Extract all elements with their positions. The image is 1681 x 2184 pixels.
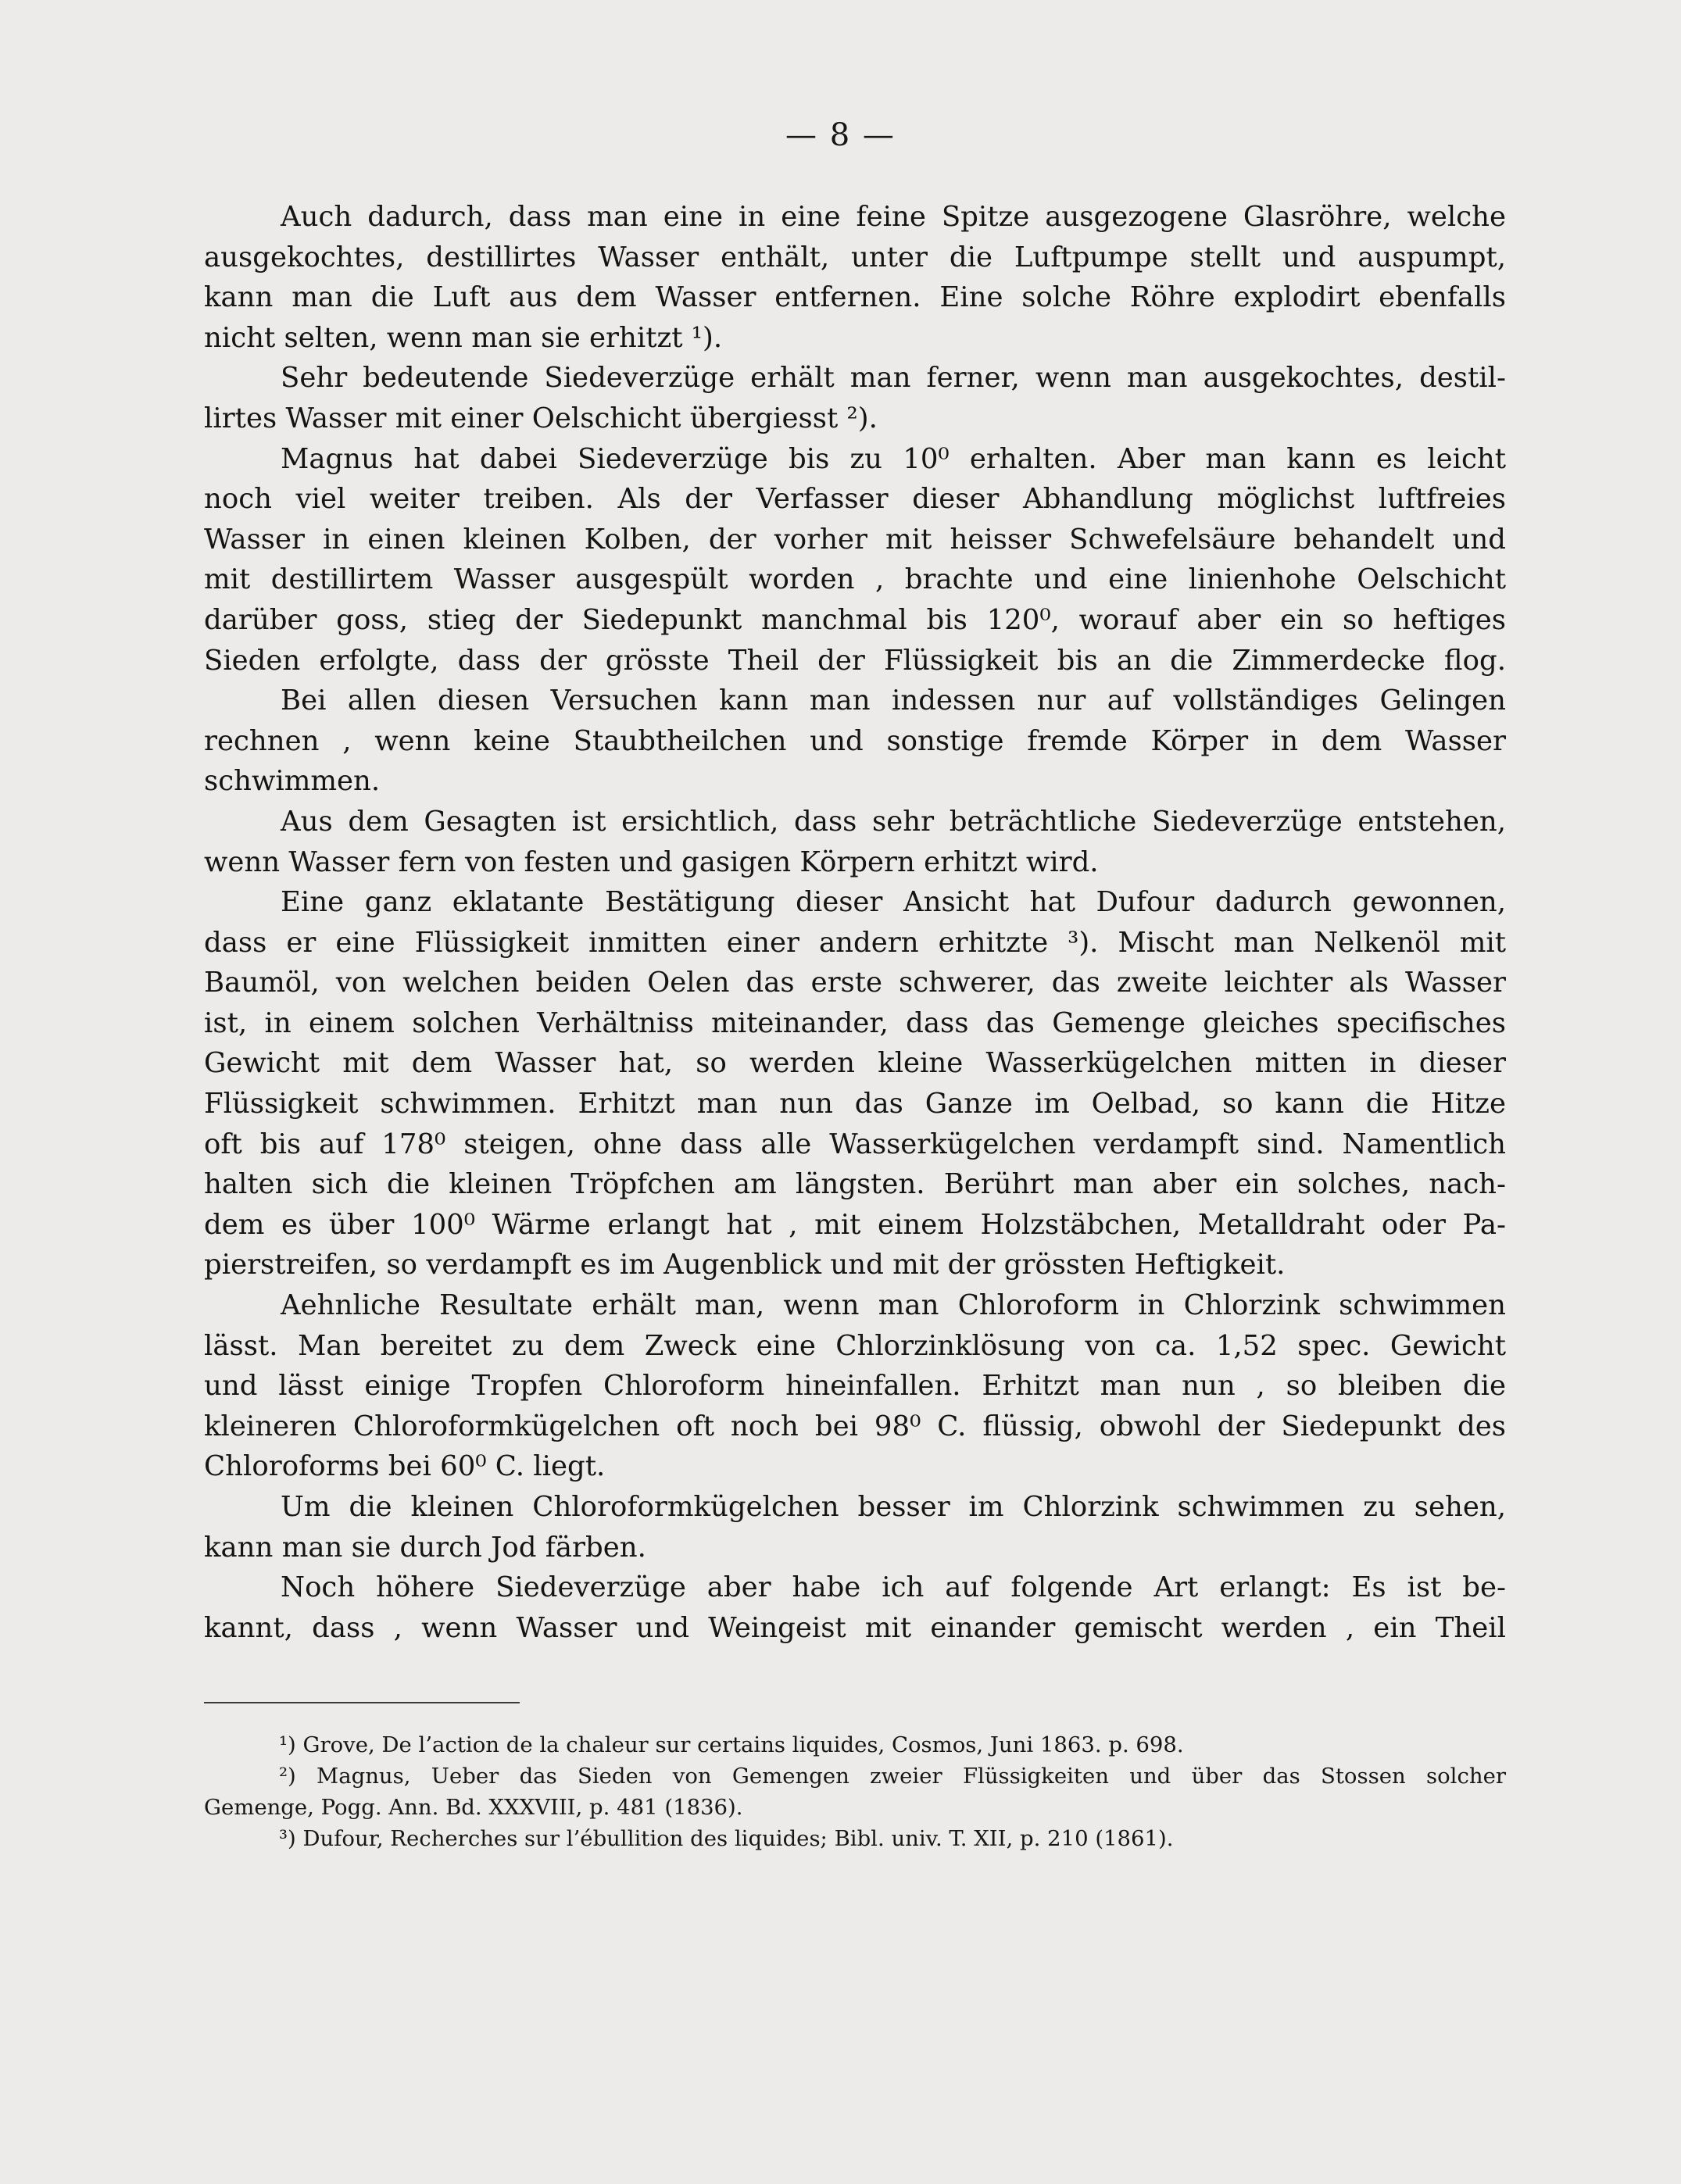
text-line: Baumöl, von welchen beiden Oelen das erste schwerer, das zweite leichter als Wasser	[204, 967, 1506, 999]
text-line: Magnus hat dabei Siedeverzüge bis zu 10⁰ erhalten. Aber man kann es leicht	[281, 442, 1506, 475]
paragraph	[204, 358, 1506, 438]
text-line: lirtes Wasser mit einer Oelschicht übergiesst ²).	[204, 402, 878, 434]
text-line: und lässt einige Tropfen Chloroform hineinfallen. Erhitzt man nun , so bleiben die	[204, 1370, 1506, 1403]
text-line: wenn Wasser fern von festen und gasigen Körpern erhitzt wird.	[204, 845, 1099, 878]
text-line: oft bis auf 178⁰ steigen, ohne dass alle Wasserkügelchen verdampft sind. Namentlich	[204, 1128, 1506, 1160]
text-line: Sehr bedeutende Siedeverzüge erhält man ferner, wenn man ausgekochtes, destil-	[281, 362, 1506, 395]
footnote: ¹) Grove, De l’action de la chaleur sur certains liquides, Cosmos, Juni 1863. p. 698.	[279, 1732, 1184, 1757]
text-line: lässt. Man bereitet zu dem Zweck eine Chlorzinklösung von ca. 1,52 spec. Gewicht	[204, 1329, 1506, 1362]
text-line: Aus dem Gesagten ist ersichtlich, dass sehr beträchtliche Siedeverzüge entstehen,	[281, 805, 1506, 838]
text-line: Auch dadurch, dass man eine in eine feine Spitze ausgezogene Glasröhre, welche	[281, 201, 1506, 233]
footnote-divider	[204, 1702, 520, 1703]
text-line: pierstreifen, so verdampft es im Augenblick und mit der grössten Heftigkeit.	[204, 1249, 1286, 1281]
footnote: ²) Magnus, Ueber das Sieden von Gemengen zweier Flüssigkeiten und über das Stossen solcher	[279, 1764, 1506, 1789]
paragraph	[204, 882, 1506, 1285]
paragraph	[204, 1487, 1506, 1567]
text-line: Gewicht mit dem Wasser hat, so werden kleine Wasserkügelchen mitten in dieser	[204, 1047, 1506, 1080]
text-line: kannt, dass , wenn Wasser und Weingeist mit einander gemischt werden , ein Theil	[204, 1611, 1506, 1644]
paragraph	[204, 1285, 1506, 1487]
text-line: ausgekochtes, destillirtes Wasser enthält, unter die Luftpumpe stellt und auspumpt,	[204, 241, 1506, 273]
paragraph	[204, 197, 1506, 358]
text-line: Noch höhere Siedeverzüge aber habe ich auf folgende Art erlangt: Es ist be-	[281, 1571, 1506, 1604]
text-line: Sieden erfolgte, dass der grösste Theil der Flüssigkeit bis an die Zimmerdecke flog.	[204, 644, 1506, 677]
text-line: Flüssigkeit schwimmen. Erhitzt man nun das Ganze im Oelbad, so kann die Hitze	[204, 1088, 1506, 1121]
text-line: rechnen , wenn keine Staubtheilchen und sonstige fremde Körper in dem Wasser	[204, 724, 1506, 757]
text-line: ist, in einem solchen Verhältniss miteinander, dass das Gemenge gleiches specifisches	[204, 1006, 1506, 1039]
paragraph	[204, 802, 1506, 882]
text-line: schwimmen.	[204, 765, 381, 798]
page-number: — 8 —	[785, 117, 896, 153]
footnotes	[204, 1729, 1506, 1854]
paragraph	[204, 1567, 1506, 1648]
text-line: Eine ganz eklatante Bestätigung dieser Ansicht hat Dufour dadurch gewonnen,	[281, 886, 1506, 919]
text-line: Chloroforms bei 60⁰ C. liegt.	[204, 1450, 606, 1483]
body-text	[204, 197, 1506, 1648]
footnote-continuation: Gemenge, Pogg. Ann. Bd. XXXVIII, p. 481 (1836).	[204, 1795, 743, 1820]
footnote: ³) Dufour, Recherches sur l’ébullition des liquides; Bibl. univ. T. XII, p. 210 (1861).	[279, 1826, 1174, 1851]
text-line: noch viel weiter treiben. Als der Verfasser dieser Abhandlung möglichst luftfreies	[204, 483, 1506, 516]
text-line: darüber goss, stieg der Siedepunkt manchmal bis 120⁰, worauf aber ein so heftiges	[204, 603, 1506, 636]
text-line: dass er eine Flüssigkeit inmitten einer andern erhitzte ³). Mischt man Nelkenöl mit	[204, 926, 1506, 959]
text-line: Wasser in einen kleinen Kolben, der vorher mit heisser Schwefelsäure behandelt und	[204, 523, 1506, 556]
text-line: kann man sie durch Jod färben.	[204, 1531, 646, 1564]
text-line: kleineren Chloroformkügelchen oft noch bei 98⁰ C. flüssig, obwohl der Siedepunkt des	[204, 1410, 1506, 1442]
paragraph	[204, 681, 1506, 802]
text-line: Aehnliche Resultate erhält man, wenn man Chloroform in Chlorzink schwimmen	[281, 1289, 1506, 1322]
text-line: dem es über 100⁰ Wärme erlangt hat , mit einem Holzstäbchen, Metalldraht oder Pa-	[204, 1208, 1506, 1241]
text-line: nicht selten, wenn man sie erhitzt ¹).	[204, 321, 723, 354]
text-line: kann man die Luft aus dem Wasser entfernen. Eine solche Röhre explodirt ebenfalls	[204, 281, 1506, 314]
text-line: mit destillirtem Wasser ausgespült worden , brachte und eine linienhohe Oelschicht	[204, 563, 1506, 596]
text-line: Um die kleinen Chloroformkügelchen besser im Chlorzink schwimmen zu sehen,	[281, 1491, 1506, 1523]
text-line: halten sich die kleinen Tröpfchen am längsten. Berührt man aber ein solches, nach-	[204, 1168, 1506, 1201]
paragraph	[204, 439, 1506, 681]
text-line: Bei allen diesen Versuchen kann man indessen nur auf vollständiges Gelingen	[281, 685, 1506, 717]
